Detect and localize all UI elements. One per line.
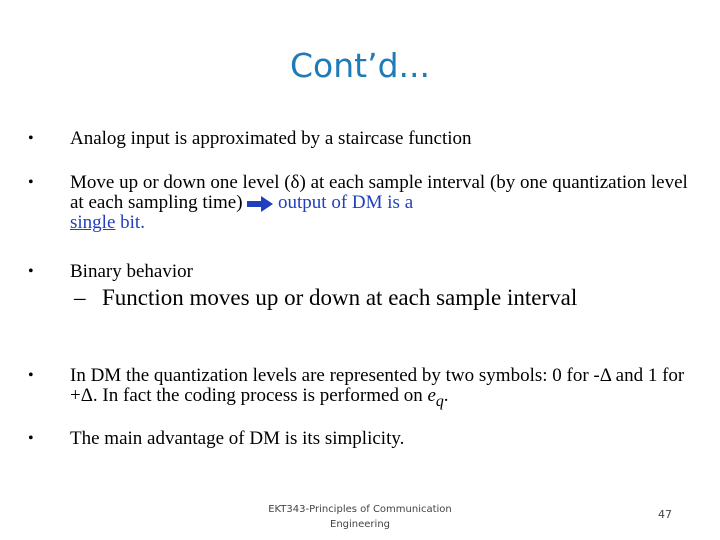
bullet-text [70, 173, 700, 233]
page-number: 47 [658, 508, 672, 521]
bullet-text: Analog input is approximated by a staircase function [70, 128, 472, 149]
bullet-marker: • [28, 130, 34, 147]
footer-text: EKT343-Principles of Communication Engineering [268, 504, 452, 530]
sub-bullet-text: Function moves up or down at each sample interval [102, 285, 578, 310]
bullet-marker: • [28, 430, 34, 447]
bullet-text-part: In DM the quantization levels are represented by two symbols: 0 for -Δ and 1 for +Δ. In fact the coding process is performed on [70, 365, 685, 406]
bullet-marker: • [28, 367, 34, 384]
bullet-text-part: Move up or down one level (δ) at each sample interval (by one quantization level at each sampling time) [70, 172, 688, 213]
highlight-text: bit. [120, 212, 145, 233]
bullet-text: Binary behavior [70, 261, 193, 282]
sentence-end: . [443, 385, 449, 406]
bullet-marker: • [28, 263, 34, 280]
slide-title: Cont’d... [290, 46, 430, 85]
bullet-text [70, 366, 700, 412]
underlined-text: single [70, 212, 116, 233]
sub-bullet-marker: – [74, 285, 86, 310]
bullet-text: The main advantage of DM is its simplicity. [70, 428, 405, 449]
highlight-text: output of DM is a [278, 192, 414, 213]
right-arrow-icon [247, 196, 273, 212]
variable-e: e [427, 385, 436, 406]
bullet-marker: • [28, 174, 34, 191]
variable-subscript: q [435, 392, 444, 410]
